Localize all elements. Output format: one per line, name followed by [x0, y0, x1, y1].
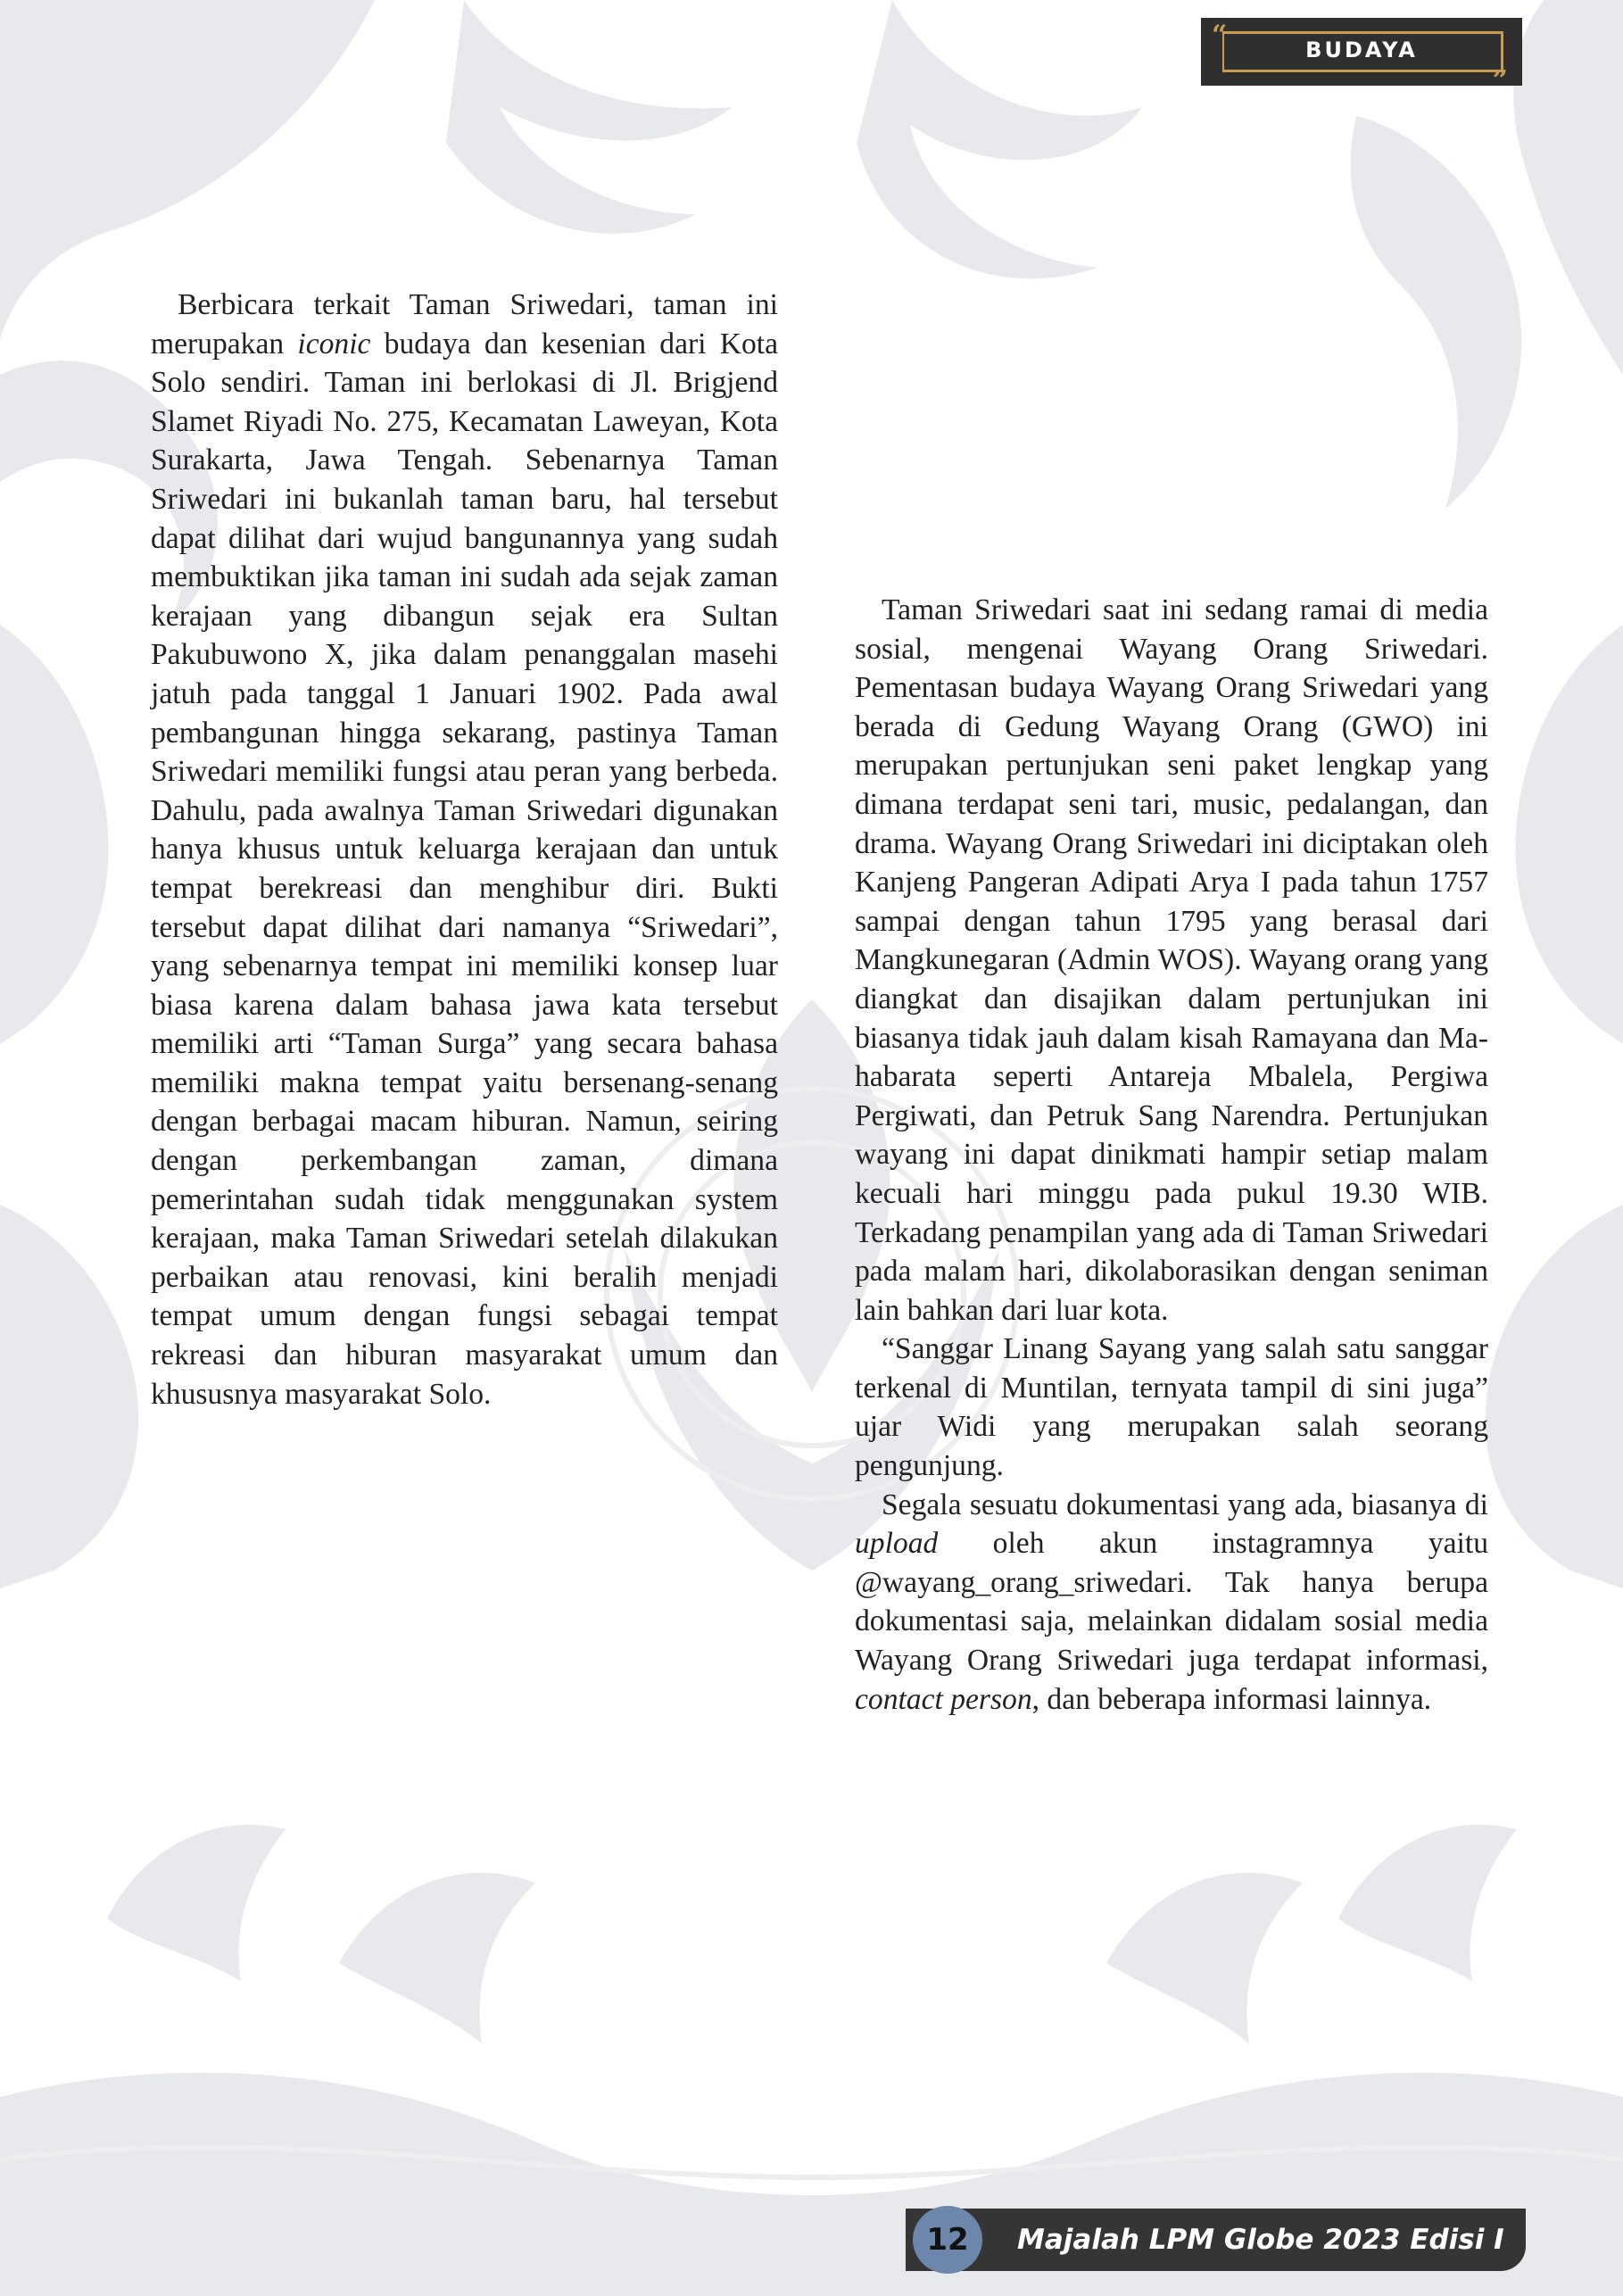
section-label: BUDAYA — [1305, 37, 1418, 62]
page-number: 12 — [913, 2206, 982, 2274]
article-paragraph: Segala sesuatu dokumentasi yang ada, biasanya di upload oleh akun instagramnya yaitu @wayang_orang_sriwedari. Tak hanya berupa dokumentasi saja, melainkan didalam sosial media Wayang Orang Sriwedari juga terdapat informasi, contact person, dan beberapa informasi lainnya. — [855, 1488, 1488, 1716]
article-paragraph: Berbicara terkait Taman Sriwedari, taman ini merupakan iconic budaya dan kesenian dari Kota Solo sendiri. Taman ini berlokasi di Jl. Brigjend Slamet Riyadi No. 275, Kecamatan Laweyan, Kota Surakarta, Jawa Tengah. Sebenarnya Taman Sriwedari ini bukanlah taman baru, hal tersebut dapat dilihat dari wujud bangunannya yang sudah membuktikan jika taman ini sudah ada sejak zaman kerajaan yang dibangun sejak era Sultan Pakubuwono X, jika dalam penanggalan masehi jatuh pada tanggal 1 Januari 1902. Pada awal pembangunan hingga sekarang, pastinya Taman Sriwedari memiliki fungsi atau peran yang berbeda. Dahulu, pada awalnya Taman Sriwedari digunakan hanya khusus untuk keluarga kerajaan dan untuk tempat berekreasi dan menghibur diri. Bukti tersebut dapat dilihat dari namanya “Sriwedari”, yang sebenarnya tempat ini memiliki konsep luar biasa karena dalam bahasa jawa kata tersebut memiliki arti “Taman Surga” yang secara bahasa memiliki makna tempat yaitu bersenang-senang dengan berbagai macam hiburan. Namun, seiring dengan perkembangan zaman, dimana pemerintahan sudah tidak menggunakan system kerajaan, maka Taman Sriwedari setelah dilakukan perbaikan atau renovasi, kini beralih menjadi tempat umum dengan fungsi sebagai tempat rekreasi dan hiburan masyarakat umum dan khususnya masyarakat Solo. — [151, 288, 778, 1411]
quote-open-icon: “ — [1212, 20, 1228, 51]
article-paragraph: “Sanggar Linang Sayang yang salah satu sanggar terkenal di Muntilan, ternyata tampil di sini juga” ujar Widi yang merupakan salah seorang pengunjung. — [855, 1332, 1488, 1483]
article-right-column — [855, 591, 1488, 1719]
publication-title: Majalah LPM Globe 2023 Edisi I — [1017, 2224, 1504, 2256]
section-tag — [1201, 18, 1522, 96]
article-paragraph: Taman Sriwedari saat ini sedang ramai di media sosial, mengenai Wayang Orang Sriwedari. Pementasan budaya Wayang Orang Sriwedari yang berada di Gedung Wayang Orang (GWO) ini merupakan pertunjukan seni paket lengkap yang dimana terdapat seni tari, music, pedalangan, dan drama. Wayang Orang Sriwedari ini diciptakan oleh Kanjeng Pangeran Adipati Arya I pada tahun 1757 sampai dengan tahun 1795 yang berasal dari Mangkunegaran (Admin WOS). Wayang orang yang diangkat dan disajikan dalam pertunjukan ini biasanya tidak jauh dalam kisah Ramayana dan Mahabarata seperti Antareja Mbalela, Pergiwa Pergiwati, dan Petruk Sang Narendra. Pertunjukan wayang ini dapat dinikmati hampir setiap malam kecuali hari minggu pada pukul 19.30 WIB. Terkadang penampilan yang ada di Taman Sriwedari pada malam hari, dikolaborasikan dengan seniman lain bahkan dari luar kota. — [855, 593, 1488, 1327]
article-left-column — [151, 286, 778, 1413]
quote-close-icon: ” — [1492, 65, 1508, 96]
